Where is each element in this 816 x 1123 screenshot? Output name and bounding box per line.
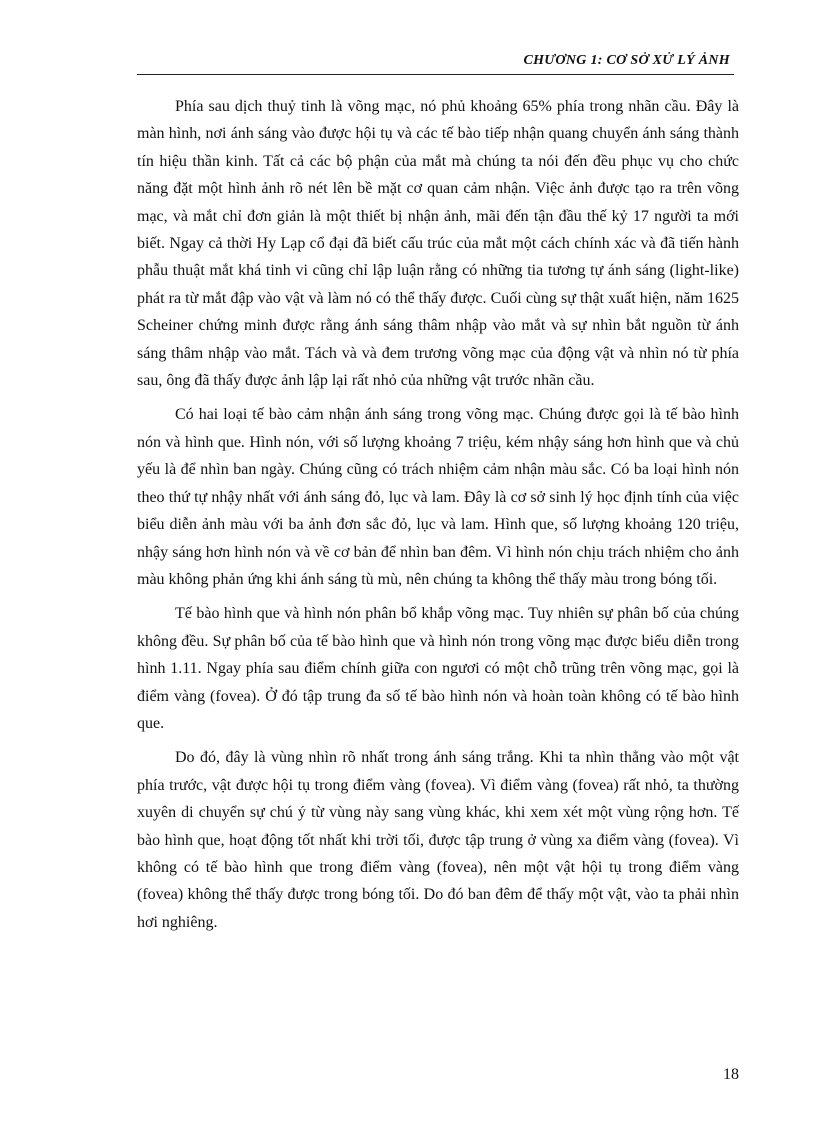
page-number: 18 [723, 1066, 739, 1083]
page-header [137, 52, 734, 75]
body-text [137, 93, 739, 936]
chapter-title: CHƯƠNG 1: CƠ SỞ XỬ LÝ ẢNH [523, 53, 730, 68]
paragraph-distribution: Tế bào hình que và hình nón phân bổ khắp võng mạc. Tuy nhiên sự phân bố của chúng không đều. Sự phân bố của tế bào hình que và hình nón trong võng mạc được biểu diễn trong hình 1.11. Ngay phía sau điểm chính giữa con ngươi có một chỗ trũng trên võng mạc, gọi là điểm vàng (fovea). Ở đó tập trung đa số tế bào hình nón và hoàn toàn không có tế bào hình que. [137, 605, 739, 732]
paragraph-fovea: Do đó, đây là vùng nhìn rõ nhất trong ánh sáng trắng. Khi ta nhìn thẳng vào một vật phía trước, vật được hội tụ trong điểm vàng (fovea). Vì điểm vàng (fovea) rất nhỏ, ta thường xuyên di chuyển sự chú ý từ vùng này sang vùng khác, khi xem xét một vùng rộng hơn. Tế bào hình que, hoạt động tốt nhất khi trời tối, được tập trung ở vùng xa điểm vàng (fovea). Vì không có tế bào hình que trong điểm vàng (fovea), nên một vật hội tụ trong điểm vàng (fovea) không thể thấy được trong bóng tối. Do đó ban đêm để thấy một vật, vào ta phải nhìn hơi nghiêng. [137, 749, 739, 931]
paragraph-retina: Phía sau dịch thuỷ tinh là võng mạc, nó phủ khoảng 65% phía trong nhãn cầu. Đây là màn hình, nơi ánh sáng vào được hội tụ và các tế bào tiếp nhận quang chuyển ánh sáng thành tín hiệu thần kinh. Tất cả các bộ phận của mắt mà chúng ta nói đến đều phục vụ cho chức năng đặt một hình ảnh rõ nét lên bề mặt cơ quan cảm nhận. Việc ảnh được tạo ra trên võng mạc, và mắt chỉ đơn giản là một thiết bị nhận ảnh, mãi đến tận đầu thế kỷ 17 người ta mới biết. Ngay cả thời Hy Lạp cổ đại đã biết cấu trúc của mắt một cách chính xác và đã tiến hành phẫu thuật mắt khá tinh vi cũng chỉ lập luận rằng có những tia tương tự ánh sáng (light-like) phát ra từ mắt đập vào vật và làm nó có thể thấy được. Cuối cùng sự thật xuất hiện, năm 1625 Scheiner chứng minh được rằng ánh sáng thâm nhập vào mắt và sự nhìn bắt nguồn từ ánh sáng thâm nhập vào mắt. Tách và và đem trương võng mạc của động vật và nhìn nó từ phía sau, ông đã thấy được ảnh lập lại rất nhỏ của những vật trước nhãn cầu. [137, 98, 739, 390]
paragraph-photoreceptors: Có hai loại tế bào cảm nhận ánh sáng trong võng mạc. Chúng được gọi là tế bào hình nón và hình que. Hình nón, với số lượng khoảng 7 triệu, kém nhậy sáng hơn hình que và chủ yếu là để nhìn ban ngày. Chúng cũng có trách nhiệm cảm nhận màu sắc. Có ba loại hình nón theo thứ tự nhậy nhất với ánh sáng đỏ, lục và lam. Đây là cơ sở sinh lý học định tính của việc biểu diễn ảnh màu với ba ảnh đơn sắc đỏ, lục và lam. Hình que, số lượng khoảng 120 triệu, nhậy sáng hơn hình nón và về cơ bản để nhìn ban đêm. Vì hình nón chịu trách nhiệm cho ảnh màu không phản ứng khi ánh sáng tù mù, nên chúng ta không thể thấy màu trong bóng tối. [137, 406, 739, 588]
